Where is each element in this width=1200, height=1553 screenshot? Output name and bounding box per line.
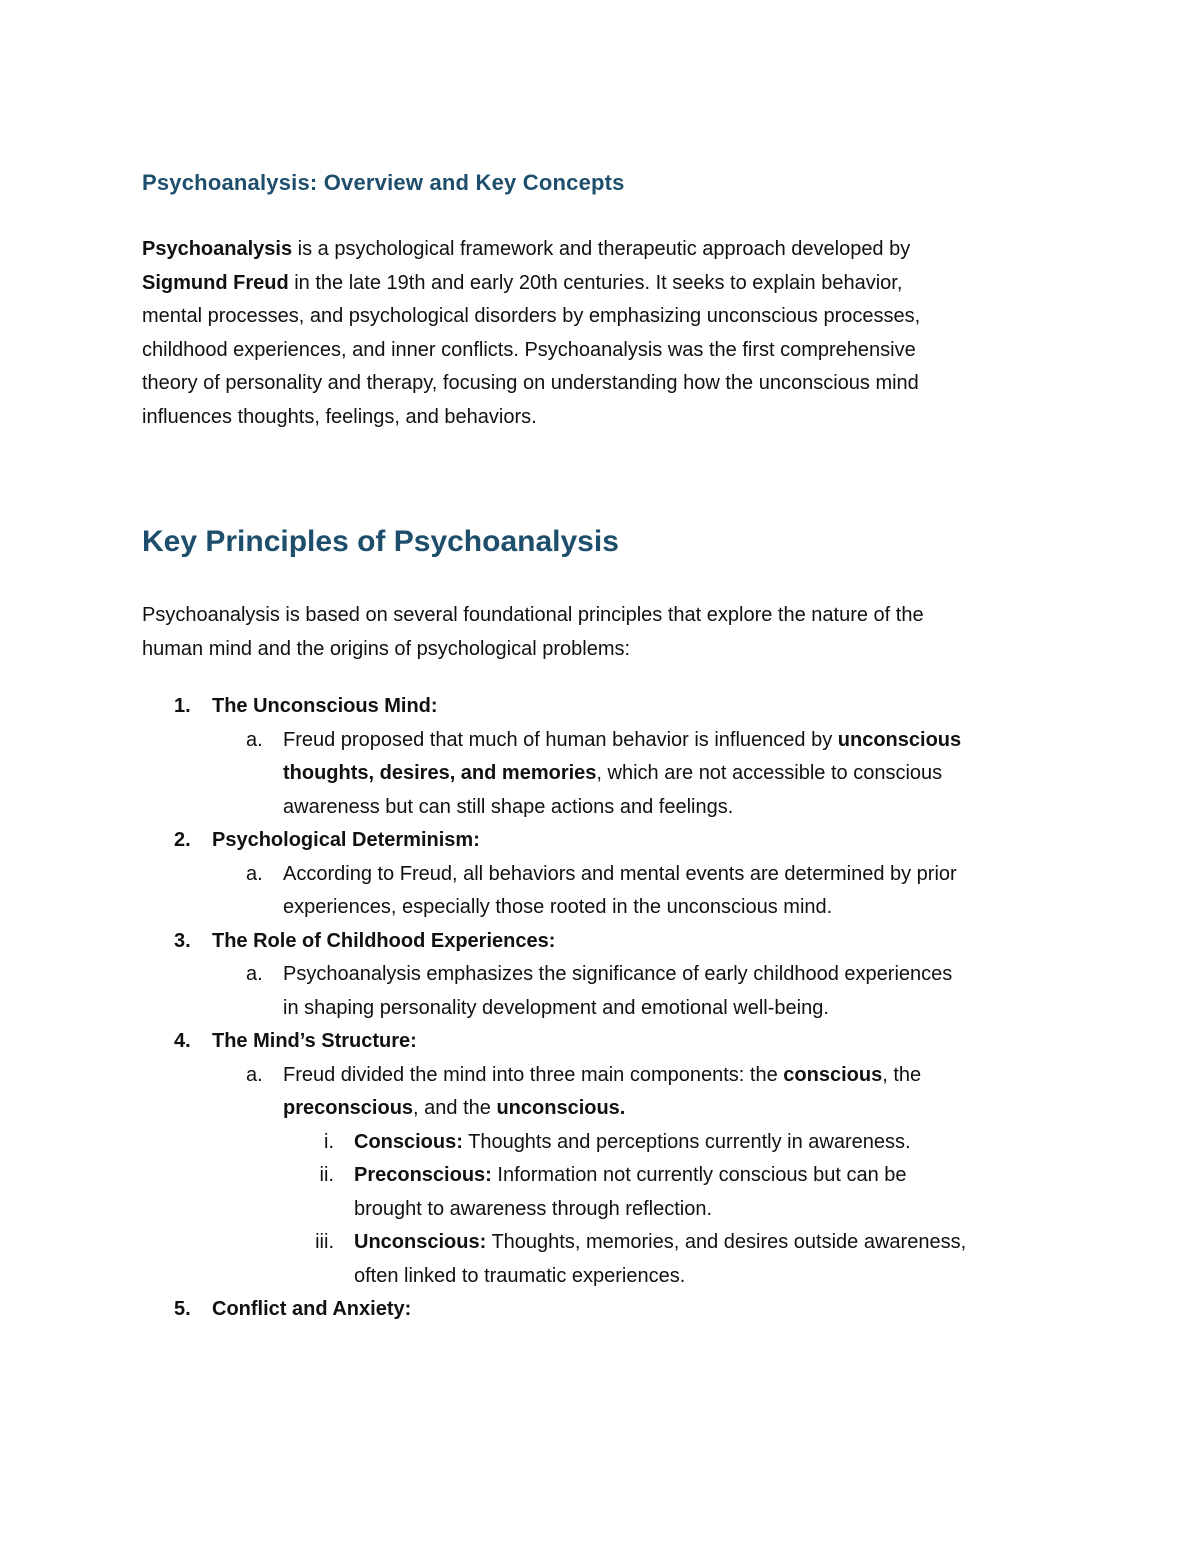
bold-term: Sigmund Freud	[142, 271, 289, 294]
section-intro-line: Psychoanalysis is based on several foundational principles that explore the nature of the	[142, 604, 924, 626]
section-intro-line: human mind and the origins of psychological problems:	[142, 637, 631, 660]
intro-line: Sigmund Freud in the late 19th and early 20th centuries. It seeks to explain behavior,	[142, 271, 903, 294]
list-roman: ii.	[319, 1164, 334, 1186]
bold-term: Conscious:	[354, 1130, 463, 1153]
principle-item	[0, 925, 1200, 959]
list-letter: a.	[246, 963, 263, 985]
roman-item: ii. Preconscious: Information not currently conscious but can be	[0, 1159, 1200, 1193]
section-intro-paragraph	[142, 599, 1057, 666]
intro-line: mental processes, and psychological disorders by emphasizing unconscious processes,	[142, 305, 921, 327]
bold-term: preconscious	[283, 1097, 414, 1119]
sub-item-line: a. According to Freud, all behaviors and mental events are determined by prior	[0, 858, 1200, 892]
roman-item: i. Conscious: Thoughts and perceptions currently in awareness.	[0, 1126, 1200, 1160]
bold-term: conscious	[783, 1063, 883, 1086]
principle-item	[0, 824, 1200, 858]
sub-item-line: a. Freud divided the mind into three main components: the conscious, the	[0, 1059, 1200, 1093]
roman-item-line: often linked to traumatic experiences.	[354, 1264, 686, 1287]
principle-item	[0, 1293, 1200, 1327]
bold-term: unconscious.	[496, 1097, 626, 1119]
principle-title: Conflict and Anxiety:	[212, 1298, 412, 1320]
list-roman: i.	[324, 1130, 334, 1153]
list-letter: a.	[246, 1063, 263, 1086]
list-roman: iii.	[315, 1231, 334, 1253]
principle-title: The Role of Childhood Experiences:	[212, 929, 556, 952]
intro-line: theory of personality and therapy, focusing on understanding how the unconscious mind	[142, 372, 919, 394]
sub-item-line: thoughts, desires, and memories, which are not accessible to conscious	[283, 762, 943, 784]
roman-item-line: brought to awareness through reflection.	[354, 1197, 712, 1220]
principle-title: The Unconscious Mind:	[212, 695, 438, 717]
principle-item	[0, 1025, 1200, 1059]
intro-paragraph	[142, 233, 1057, 434]
intro-line: influences thoughts, feelings, and behaviors.	[142, 405, 537, 428]
sub-item-line: awareness but can still shape actions and feelings.	[283, 795, 734, 818]
section-heading: Key Principles of Psychoanalysis	[142, 525, 619, 558]
roman-item: iii. Unconscious: Thoughts, memories, and desires outside awareness,	[0, 1226, 1200, 1260]
sub-item-line: preconscious, and the unconscious.	[283, 1097, 626, 1119]
list-letter: a.	[246, 862, 263, 885]
list-letter: a.	[246, 728, 263, 751]
intro-line: Psychoanalysis is a psychological framework and therapeutic approach developed by	[142, 238, 911, 260]
sub-item-line: in shaping personality development and emotional well-being.	[283, 996, 829, 1019]
intro-line: childhood experiences, and inner conflicts. Psychoanalysis was the first comprehensive	[142, 338, 916, 361]
sub-item-line: a. Psychoanalysis emphasizes the significance of early childhood experiences	[0, 958, 1200, 992]
bold-term: Preconscious:	[354, 1164, 492, 1186]
principle-title: The Mind’s Structure:	[212, 1030, 417, 1052]
principle-title: Psychological Determinism:	[212, 829, 480, 851]
sub-item-line: experiences, especially those rooted in the unconscious mind.	[283, 896, 833, 918]
list-number: 2.	[174, 829, 191, 851]
principles-list	[0, 690, 1200, 1327]
list-number: 5.	[174, 1298, 191, 1320]
list-number: 1.	[174, 695, 191, 717]
list-number: 3.	[174, 929, 191, 952]
bold-term: Psychoanalysis	[142, 238, 293, 260]
sub-item-line: a. Freud proposed that much of human behavior is influenced by unconscious	[0, 724, 1200, 758]
bold-term: unconscious	[837, 728, 962, 751]
document-title: Psychoanalysis: Overview and Key Concepts	[142, 170, 625, 195]
principle-item	[0, 690, 1200, 724]
bold-term: Unconscious:	[354, 1231, 487, 1253]
bold-term: thoughts, desires, and memories	[283, 762, 597, 784]
list-number: 4.	[174, 1030, 191, 1052]
